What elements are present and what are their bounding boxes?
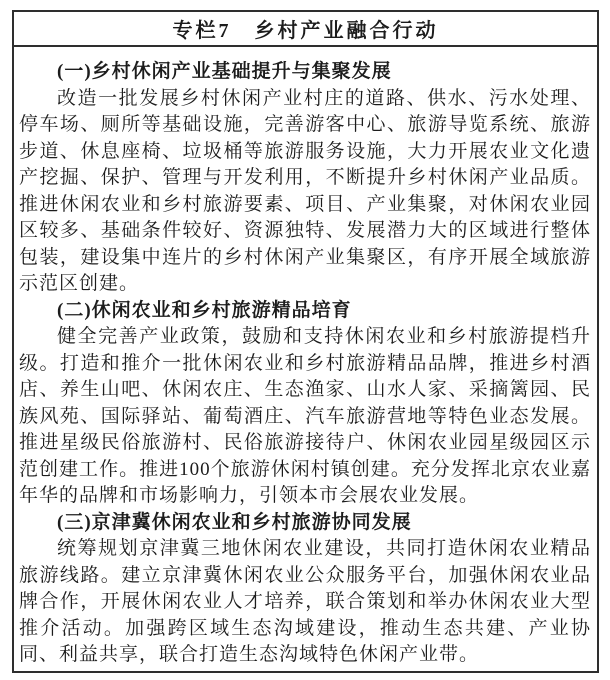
section-1-paragraph: 改造一批发展乡村休闲产业村庄的道路、供水、污水处理、停车场、厕所等基础设施，完善游客中心、旅游导览系统、旅游步道、休息座椅、垃圾桶等旅游服务设施，大力开展农业文化遗产挖掘、保护、管理与开发利用，不断提升乡村休闲产业品质。推进休闲农业和乡村旅游要素、项目、产业集聚，对休闲农业园区较多、基础条件较好、资源独特、发展潜力大的区域进行整体包装，建设集中连片的乡村休闲产业集聚区，有序开展全域旅游示范区创建。: [19, 87, 591, 294]
section-2-paragraph: 健全完善产业政策，鼓励和支持休闲农业和乡村旅游提档升级。打造和推介一批休闲农业和乡村旅游精品品牌，推进乡村酒店、养生山吧、休闲农庄、生态渔家、山水人家、采摘篱园、民族风苑、国际驿站、葡萄酒庄、汽车旅游营地等特色业态发展。推进星级民俗旅游村、民俗旅游接待户、休闲农业园星级园区示范创建工作。推进100个旅游休闲村镇创建。充分发挥北京农业嘉年华的品牌和市场影响力，引领本市会展农业发展。: [19, 326, 591, 506]
column-panel: [12, 10, 599, 673]
section-3-paragraph: 统筹规划京津冀三地休闲农业建设，共同打造休闲农业精品旅游线路。建立京津冀休闲农业公众服务平台，加强休闲农业品牌合作，开展休闲农业人才培养，联合策划和举办休闲农业大型推介活动。加强跨区域生态沟域建设，推动生态共建、产业协同、利益共享，联合打造生态沟域特色休闲产业带。: [19, 538, 591, 665]
section-1-heading: (一)乡村休闲产业基础提升与集聚发展: [57, 61, 392, 82]
section-2-heading: (二)休闲农业和乡村旅游精品培育: [57, 299, 352, 321]
section-3-heading: (三)京津冀休闲农业和乡村旅游协同发展: [57, 511, 412, 533]
panel-body: [14, 47, 597, 669]
panel-header: [14, 12, 597, 47]
panel-title: 专栏7 乡村产业融合行动: [172, 20, 439, 42]
